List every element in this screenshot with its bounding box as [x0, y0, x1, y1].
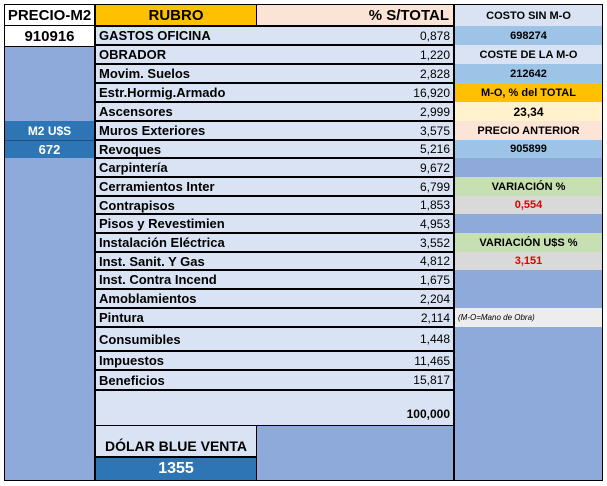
- variacion-value: 0,554: [455, 196, 602, 214]
- row-label: Estr.Hormig.Armado: [99, 85, 226, 100]
- variacion-label: VARIACIÓN %: [455, 177, 602, 196]
- coste-mo-value: 212642: [455, 64, 602, 83]
- row-value: 11,465: [414, 353, 450, 368]
- m2-uss-label: M2 U$S: [5, 121, 94, 140]
- row-label: Revoques: [99, 141, 162, 157]
- row-label: Amoblamientos: [99, 291, 197, 306]
- mano-de-obra-note: (M-O=Mano de Obra): [455, 308, 602, 327]
- row-label: Ascensores: [99, 104, 173, 119]
- row-label: Pintura: [99, 310, 144, 325]
- row-label: Movim. Suelos: [99, 66, 191, 81]
- row-label: Consumibles: [99, 331, 181, 347]
- variacion-uss-value: 3,151: [455, 252, 602, 270]
- row-value: 2,114: [420, 310, 450, 325]
- row-value: 3,552: [419, 235, 450, 250]
- precio-anterior-value: 905899: [455, 140, 602, 158]
- row-value: 5,216: [419, 142, 450, 156]
- row-label: Carpintería: [99, 160, 168, 175]
- dolar-value: 1355: [95, 457, 257, 481]
- price-m2-value: 910916: [4, 25, 95, 47]
- row-value: 1,853: [419, 198, 450, 212]
- row-value: 2,828: [419, 66, 450, 81]
- row-value: 2,204: [419, 291, 450, 306]
- row-value: 6,799: [419, 179, 450, 194]
- row-value: 15,817: [413, 373, 450, 387]
- row-label: Instalación Eléctrica: [99, 235, 225, 250]
- dolar-label: DÓLAR BLUE VENTA: [95, 425, 257, 457]
- row-value: 16,920: [413, 85, 450, 100]
- row-label: Pisos y Revestimien: [99, 216, 225, 231]
- row-value: 4,953: [419, 216, 450, 231]
- row-label: Cerramientos Inter: [99, 179, 215, 194]
- mo-pct-value: 23,34: [455, 102, 602, 121]
- row-value: 4,812: [419, 254, 450, 268]
- row-label: Impuestos: [99, 353, 165, 368]
- left-column-fill: [4, 47, 95, 481]
- row-label: Beneficios: [99, 372, 165, 388]
- row-label: Inst. Sanit. Y Gas: [99, 253, 205, 269]
- row-value: 3,575: [419, 123, 450, 138]
- row-label: Muros Exteriores: [99, 123, 206, 138]
- row-label: GASTOS OFICINA: [99, 28, 211, 43]
- row-value: 9,672: [419, 160, 450, 175]
- row-label: Inst. Contra Incend: [99, 272, 217, 287]
- header-pct-total: % S/TOTAL: [256, 4, 454, 26]
- precio-anterior-label: PRECIO ANTERIOR: [455, 121, 602, 140]
- m2-uss-value: 672: [5, 140, 94, 158]
- bottom-mid-fill: [257, 426, 454, 481]
- row-value: 1,448: [419, 332, 450, 346]
- price-m2-label: PRECIO-M2: [4, 4, 95, 26]
- row-value: 0,878: [419, 28, 450, 43]
- variacion-uss-label: VARIACIÓN U$S %: [455, 233, 602, 252]
- row-value: 1,675: [419, 272, 450, 287]
- row-label: OBRADOR: [99, 47, 167, 62]
- header-rubro: RUBRO: [95, 4, 257, 26]
- row-value: 1,220: [419, 47, 450, 62]
- row-value: 2,999: [419, 104, 450, 119]
- mo-pct-label: M-O, % del TOTAL: [455, 83, 602, 102]
- coste-mo-label: COSTE DE LA M-O: [455, 45, 602, 64]
- row-label: Contrapisos: [99, 197, 175, 213]
- total-value: 100,000: [406, 407, 450, 421]
- costo-sin-mo-value: 698274: [455, 26, 602, 45]
- costo-sin-mo-label: COSTO SIN M-O: [455, 5, 602, 26]
